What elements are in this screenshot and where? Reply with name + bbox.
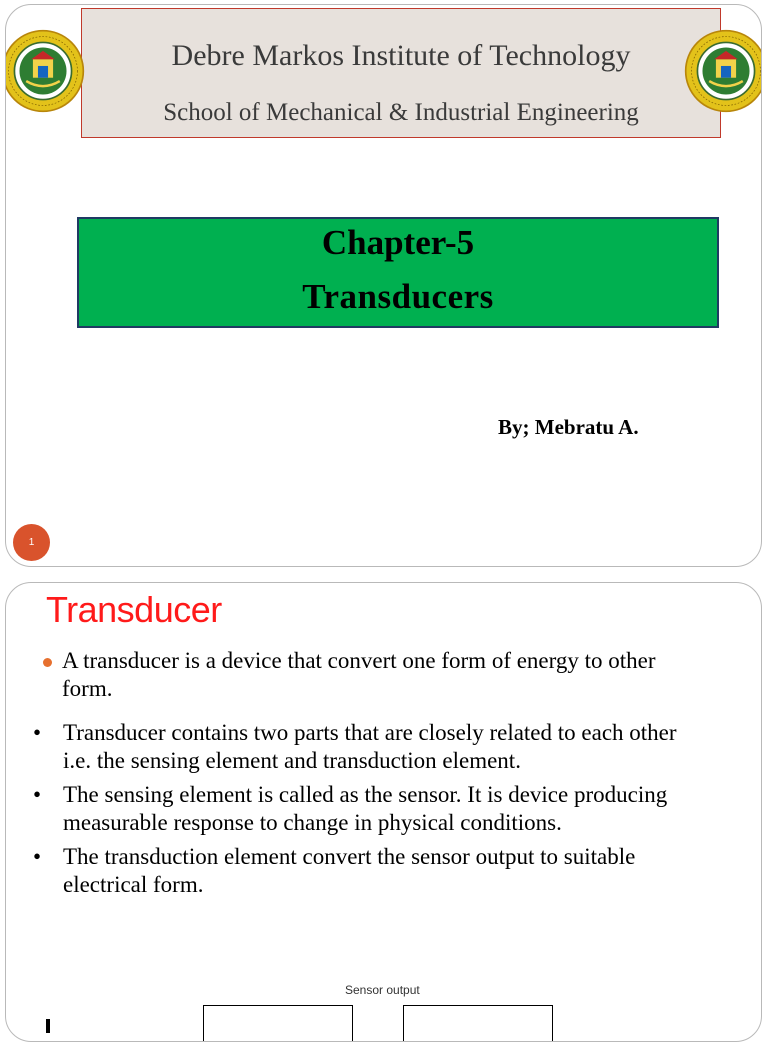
intro-bullet-dot xyxy=(43,658,52,667)
chapter-number: Chapter-5 xyxy=(321,223,475,262)
bullet-marker: • xyxy=(33,782,42,807)
bullet-text: The sensing element is called as the sensor. It is device producing measurable response to change in physical conditions. xyxy=(63,782,668,835)
chapter-title: Transducers xyxy=(302,277,494,316)
diagram-label: Sensor output xyxy=(345,983,420,997)
content-slide xyxy=(5,582,762,1042)
bullet-marker: • xyxy=(33,844,42,869)
chapter-banner xyxy=(77,217,719,328)
diagram-arrow-stub xyxy=(46,1019,50,1033)
bullet-text: Transducer contains two parts that are closely related to each other i.e. the sensing element and transduction element. xyxy=(63,720,677,773)
bullet-marker: • xyxy=(33,720,42,745)
list-item xyxy=(31,843,691,899)
slide-title: Transducer xyxy=(46,589,222,630)
institute-name: Debre Markos Institute of Technology xyxy=(171,39,631,72)
university-seal-right-icon xyxy=(684,29,762,113)
list-item xyxy=(31,719,691,775)
title-slide xyxy=(5,4,762,567)
list-item xyxy=(31,781,691,837)
school-name: School of Mechanical & Industrial Engineering xyxy=(163,99,639,126)
institution-header xyxy=(81,8,721,138)
bullet-list xyxy=(31,719,691,905)
author: By; Mebratu A. xyxy=(498,415,639,439)
university-seal-left-icon xyxy=(5,29,85,113)
bullet-text: The transduction element convert the sensor output to suitable electrical form. xyxy=(63,844,636,897)
page-number-badge: 1 xyxy=(13,524,50,561)
intro-paragraph: A transducer is a device that convert one form of energy to other form. xyxy=(62,648,656,701)
